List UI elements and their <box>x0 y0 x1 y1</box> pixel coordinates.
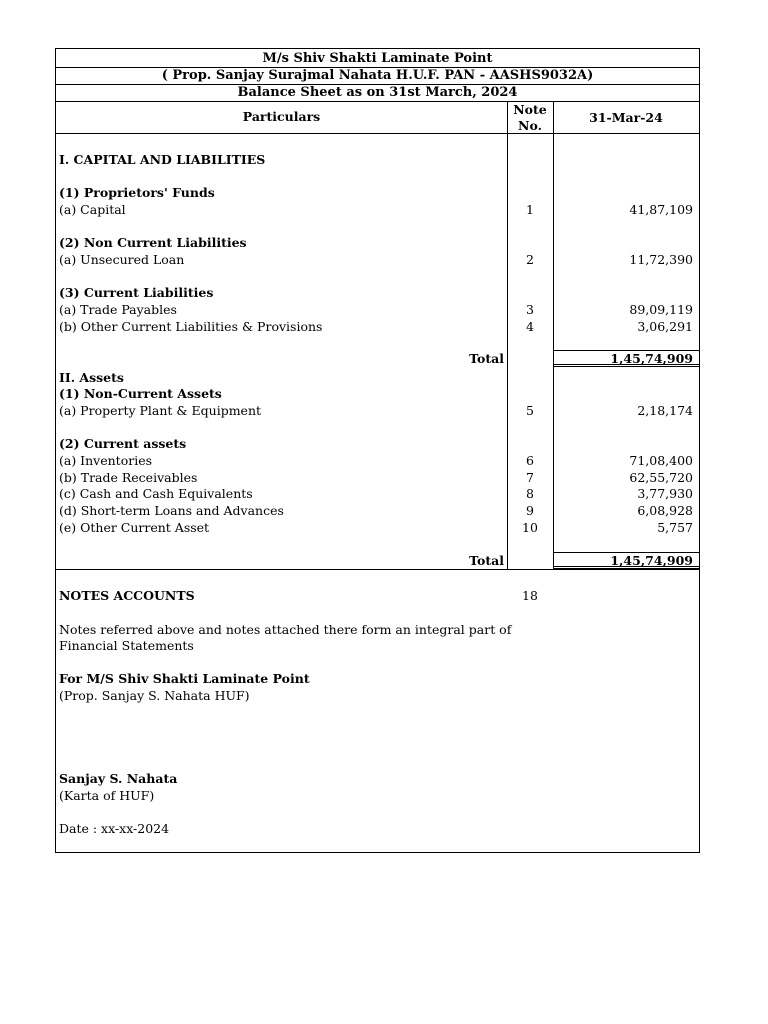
column-header-note-no: No. <box>518 118 542 133</box>
column-header-note: Note <box>513 102 547 117</box>
group-title: (2) Non Current Liabilities <box>59 235 247 250</box>
proprietor-line: ( Prop. Sanjay Surajmal Nahata H.U.F. PAN - AASHS9032A) <box>161 68 594 83</box>
row-label: (a) Capital <box>59 202 126 217</box>
row-note: 4 <box>526 319 534 334</box>
divider <box>56 133 699 134</box>
row-label: (a) Property Plant & Equipment <box>59 403 262 418</box>
row-label: (a) Trade Payables <box>59 302 177 317</box>
row-label: (c) Cash and Cash Equivalents <box>59 486 253 501</box>
notes-text: Notes referred above and notes attached there form an integral part of <box>59 622 512 637</box>
row-note: 5 <box>526 403 534 418</box>
row-note: 9 <box>526 503 534 518</box>
prop-line: (Prop. Sanjay S. Nahata HUF) <box>59 688 250 703</box>
row-note: 8 <box>526 486 534 501</box>
row-note: 2 <box>526 252 534 267</box>
row-note: 6 <box>526 453 534 468</box>
row-label: (e) Other Current Asset <box>59 520 210 535</box>
signatory-role: (Karta of HUF) <box>59 788 155 803</box>
notes-text: Financial Statements <box>59 638 194 653</box>
balance-sheet <box>55 48 700 853</box>
divider <box>56 569 699 570</box>
notes-accounts-label: NOTES ACCOUNTS <box>59 588 195 603</box>
firm-name: M/s Shiv Shakti Laminate Point <box>262 51 493 66</box>
for-firm: For M/S Shiv Shakti Laminate Point <box>59 671 310 686</box>
notes-accounts-number: 18 <box>522 588 538 603</box>
column-header-period: 31-Mar-24 <box>589 110 663 125</box>
total-label: Total <box>469 351 504 366</box>
assets-total: 1,45,74,909 <box>610 553 693 568</box>
group-title: (1) Non-Current Assets <box>59 386 222 401</box>
row-amount: 3,06,291 <box>637 319 693 334</box>
page-title: Balance Sheet as on 31st March, 2024 <box>237 85 518 100</box>
group-title: (3) Current Liabilities <box>59 285 214 300</box>
row-amount: 5,757 <box>657 520 693 535</box>
row-amount: 62,55,720 <box>629 470 693 485</box>
row-label: (a) Inventories <box>59 453 153 468</box>
row-amount: 2,18,174 <box>637 403 693 418</box>
group-title: (2) Current assets <box>59 436 187 451</box>
liabilities-total: 1,45,74,909 <box>610 351 693 366</box>
row-label: (b) Other Current Liabilities & Provisions <box>59 319 323 334</box>
row-amount: 11,72,390 <box>629 252 693 267</box>
row-label: (d) Short-term Loans and Advances <box>59 503 284 518</box>
row-note: 3 <box>526 302 534 317</box>
row-amount: 71,08,400 <box>629 453 693 468</box>
row-note: 1 <box>526 202 534 217</box>
total-label: Total <box>469 553 504 568</box>
row-note: 10 <box>522 520 538 535</box>
row-label: (b) Trade Receivables <box>59 470 198 485</box>
section-heading-liabilities: I. CAPITAL AND LIABILITIES <box>59 152 266 167</box>
row-amount: 89,09,119 <box>629 302 693 317</box>
divider <box>56 101 699 102</box>
date-line: Date : xx-xx-2024 <box>59 821 170 836</box>
row-amount: 3,77,930 <box>637 486 693 501</box>
section-heading-assets: II. Assets <box>59 370 124 385</box>
signatory-name: Sanjay S. Nahata <box>59 771 178 786</box>
column-header-particulars: Particulars <box>242 109 321 124</box>
row-amount: 41,87,109 <box>629 202 693 217</box>
group-title: (1) Proprietors' Funds <box>59 185 215 200</box>
row-amount: 6,08,928 <box>637 503 693 518</box>
row-note: 7 <box>526 470 534 485</box>
row-label: (a) Unsecured Loan <box>59 252 185 267</box>
